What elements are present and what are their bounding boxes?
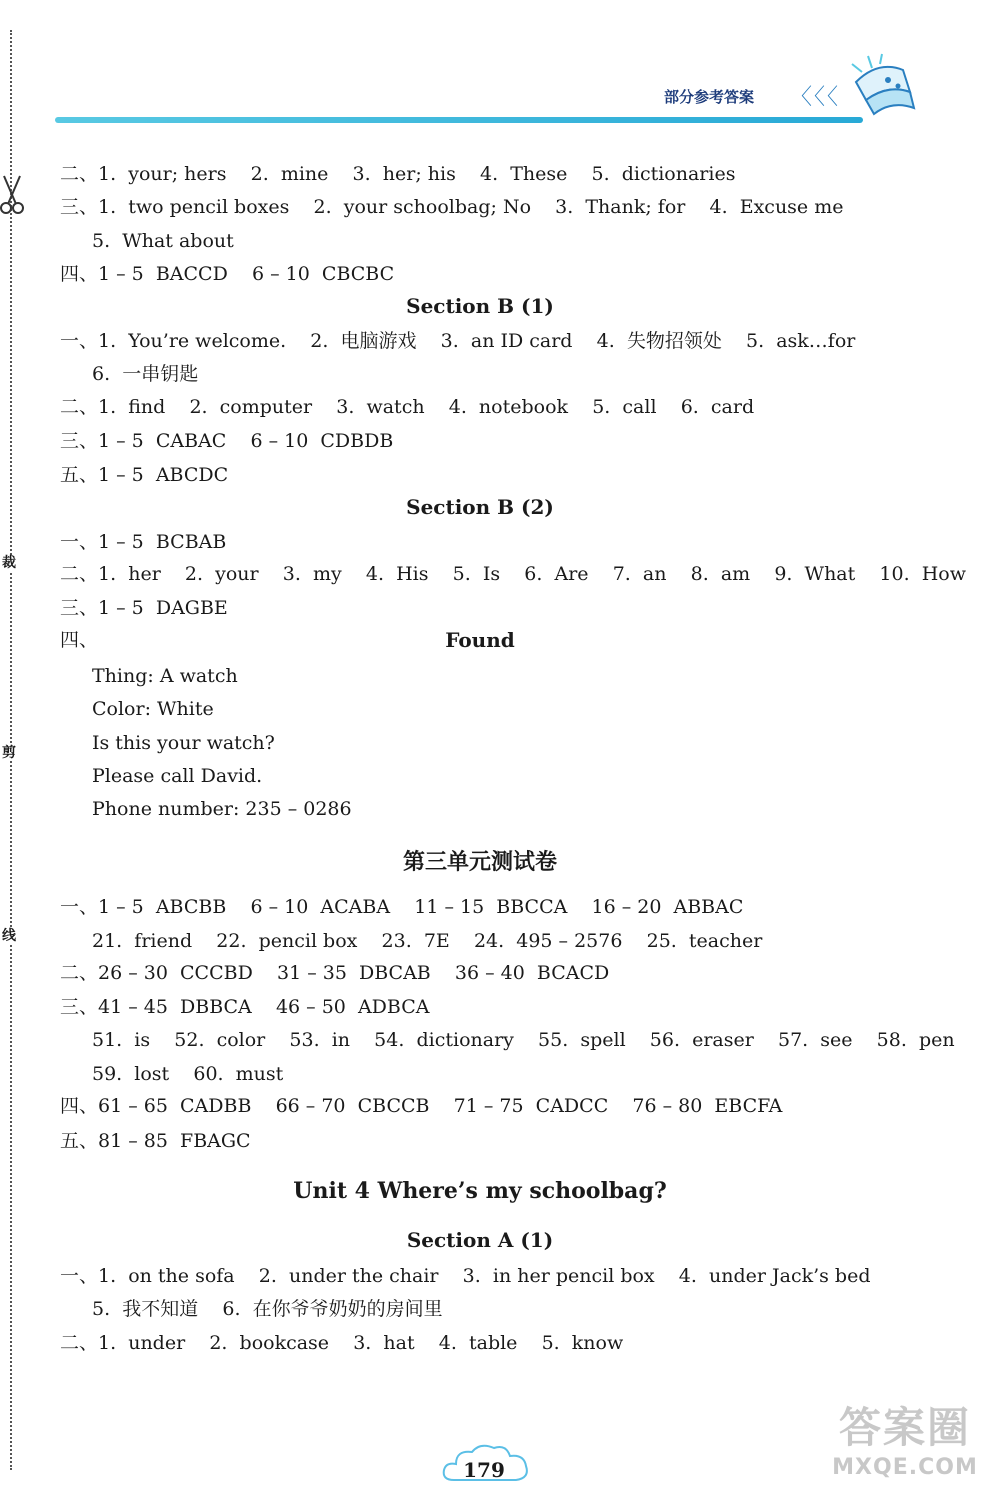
- cut-label-xian: 线: [2, 928, 16, 944]
- found-notice-line: Thing: A watch: [92, 665, 238, 687]
- answer-line: 四、1 – 5 BACCD 6 – 10 CBCBC: [60, 263, 395, 285]
- answer-line: 二、1. find 2. computer 3. watch 4. notebook 5. call 6. card: [60, 396, 755, 418]
- answer-line: 三、1. two pencil boxes 2. your schoolbag; No 3. Thank; for 4. Excuse me: [60, 196, 844, 218]
- answer-line: 21. friend 22. pencil box 23. 7E 24. 495 – 2576 25. teacher: [92, 930, 763, 952]
- cut-label-jian: 剪: [2, 745, 16, 761]
- answer-line: 四、61 – 65 CADBB 66 – 70 CBCCB 71 – 75 CADCC 76 – 80 EBCFA: [60, 1095, 783, 1117]
- answer-line: 二、1. your; hers 2. mine 3. her; his 4. These 5. dictionaries: [60, 163, 736, 185]
- scissors-icon: [0, 172, 24, 216]
- found-notice-title: Found: [445, 628, 515, 652]
- header-title: 部分参考答案: [664, 88, 755, 106]
- page-number: 179: [463, 1458, 505, 1482]
- watermark-logo-text: 答案圈: [838, 1403, 971, 1452]
- answer-line: 一、1 – 5 ABCBB 6 – 10 ACABA 11 – 15 BBCCA 16 – 20 ABBAC: [60, 896, 744, 918]
- answer-line: 三、1 – 5 DAGBE: [60, 597, 228, 619]
- answer-line: 三、41 – 45 DBBCA 46 – 50 ADBCA: [60, 996, 430, 1018]
- found-notice-line: Is this your watch?: [92, 732, 275, 754]
- cut-label-cai: 裁: [2, 555, 16, 571]
- answer-line: 三、1 – 5 CABAC 6 – 10 CDBDB: [60, 430, 394, 452]
- answer-line: 二、1. under 2. bookcase 3. hat 4. table 5. know: [60, 1332, 624, 1354]
- answer-line: 59. lost 60. must: [92, 1063, 284, 1085]
- answer-line: 5. What about: [92, 230, 234, 252]
- answer-line: 五、1 – 5 ABCDC: [60, 464, 229, 486]
- found-notice-line: Please call David.: [92, 765, 263, 787]
- found-notice-line: Phone number: 235 – 0286: [92, 798, 352, 820]
- section-heading: Section B (1): [406, 294, 554, 318]
- flying-book-icon: [848, 52, 923, 122]
- answer-line: 51. is 52. color 53. in 54. dictionary 55. spell 56. eraser 57. see 58. pen: [92, 1029, 955, 1051]
- test-heading: 第三单元测试卷: [402, 849, 557, 875]
- answer-line: 6. 一串钥匙: [92, 363, 199, 385]
- answer-line: 二、26 – 30 CCCBD 31 – 35 DBCAB 36 – 40 BCACD: [60, 962, 610, 984]
- answer-line: 一、1. on the sofa 2. under the chair 3. in her pencil box 4. under Jack’s bed: [60, 1265, 871, 1287]
- answer-line: 四、: [60, 629, 99, 651]
- watermark: [820, 1395, 990, 1480]
- unit-heading: Unit 4 Where’s my schoolbag?: [293, 1178, 667, 1204]
- answer-line: 五、81 – 85 FBAGC: [60, 1130, 251, 1152]
- section-heading: Section A (1): [406, 1228, 554, 1252]
- section-heading: Section B (2): [406, 495, 554, 519]
- found-notice-line: Color: White: [92, 698, 214, 720]
- answer-line: 二、1. her 2. your 3. my 4. His 5. Is 6. Are 7. an 8. am 9. What 10. How: [60, 563, 966, 585]
- header-rule: [55, 117, 863, 123]
- answer-line: 一、1. You’re welcome. 2. 电脑游戏 3. an ID card 4. 失物招领处 5. ask…for: [60, 330, 856, 352]
- header-arrows: 〈〈〈: [790, 85, 841, 110]
- answer-line: 一、1 – 5 BCBAB: [60, 531, 227, 553]
- answer-line: 5. 我不知道 6. 在你爷爷奶奶的房间里: [92, 1298, 443, 1320]
- watermark-url: MXQE.COM: [832, 1455, 978, 1480]
